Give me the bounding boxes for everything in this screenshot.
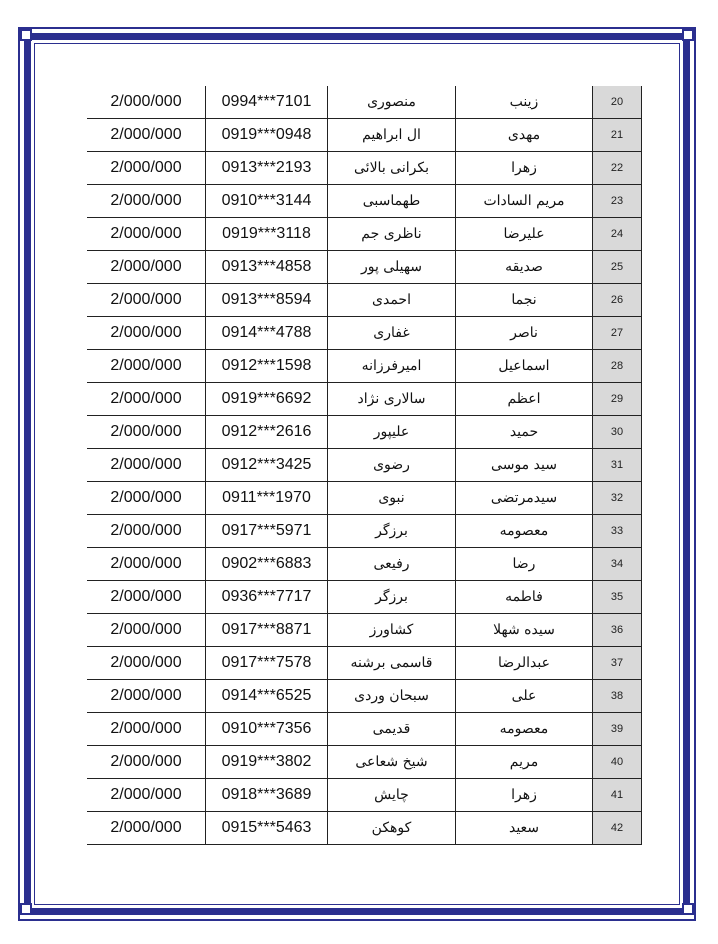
first-name-cell: مریم <box>456 746 593 779</box>
first-name-cell: سعید <box>456 812 593 845</box>
amount-cell: 2/000/000 <box>87 482 206 515</box>
phone-cell: 0919***3802 <box>206 746 328 779</box>
row-number-cell: 36 <box>593 614 642 647</box>
table-row <box>87 779 642 812</box>
first-name-cell: علیرضا <box>456 218 593 251</box>
table-row <box>87 284 642 317</box>
phone-cell: 0915***5463 <box>206 812 328 845</box>
corner-ornament <box>20 29 32 41</box>
first-name-cell: سید موسی <box>456 449 593 482</box>
amount-cell: 2/000/000 <box>87 680 206 713</box>
table-row <box>87 680 642 713</box>
first-name-cell: زینب <box>456 86 593 119</box>
last-name-cell: سبحان وردی <box>328 680 456 713</box>
row-number-cell: 20 <box>593 86 642 119</box>
amount-cell: 2/000/000 <box>87 218 206 251</box>
phone-cell: 0919***6692 <box>206 383 328 416</box>
last-name-cell: طهماسبی <box>328 185 456 218</box>
phone-cell: 0936***7717 <box>206 581 328 614</box>
table-row <box>87 152 642 185</box>
row-number-cell: 39 <box>593 713 642 746</box>
phone-cell: 0914***6525 <box>206 680 328 713</box>
row-number-cell: 30 <box>593 416 642 449</box>
table-row <box>87 350 642 383</box>
first-name-cell: معصومه <box>456 713 593 746</box>
last-name-cell: بکرانی بالائی <box>328 152 456 185</box>
phone-cell: 0917***7578 <box>206 647 328 680</box>
last-name-cell: امیرفرزانه <box>328 350 456 383</box>
row-number-cell: 28 <box>593 350 642 383</box>
first-name-cell: علی <box>456 680 593 713</box>
last-name-cell: رضوی <box>328 449 456 482</box>
last-name-cell: کوهکن <box>328 812 456 845</box>
amount-cell: 2/000/000 <box>87 251 206 284</box>
amount-cell: 2/000/000 <box>87 86 206 119</box>
last-name-cell: سالاری نژاد <box>328 383 456 416</box>
amount-cell: 2/000/000 <box>87 416 206 449</box>
row-number-cell: 26 <box>593 284 642 317</box>
table-row <box>87 119 642 152</box>
first-name-cell: رضا <box>456 548 593 581</box>
phone-cell: 0902***6883 <box>206 548 328 581</box>
row-number-cell: 29 <box>593 383 642 416</box>
amount-cell: 2/000/000 <box>87 284 206 317</box>
table-row <box>87 482 642 515</box>
table-row <box>87 746 642 779</box>
amount-cell: 2/000/000 <box>87 548 206 581</box>
phone-cell: 0911***1970 <box>206 482 328 515</box>
row-number-cell: 34 <box>593 548 642 581</box>
table-row <box>87 86 642 119</box>
table-row <box>87 647 642 680</box>
table-row <box>87 581 642 614</box>
amount-cell: 2/000/000 <box>87 515 206 548</box>
first-name-cell: سیدمرتضی <box>456 482 593 515</box>
first-name-cell: معصومه <box>456 515 593 548</box>
first-name-cell: زهرا <box>456 779 593 812</box>
corner-ornament <box>20 903 32 915</box>
first-name-cell: حمید <box>456 416 593 449</box>
phone-cell: 0910***3144 <box>206 185 328 218</box>
row-number-cell: 42 <box>593 812 642 845</box>
row-number-cell: 24 <box>593 218 642 251</box>
phone-cell: 0919***3118 <box>206 218 328 251</box>
amount-cell: 2/000/000 <box>87 647 206 680</box>
amount-cell: 2/000/000 <box>87 350 206 383</box>
first-name-cell: زهرا <box>456 152 593 185</box>
table-row <box>87 218 642 251</box>
row-number-cell: 27 <box>593 317 642 350</box>
last-name-cell: نبوی <box>328 482 456 515</box>
last-name-cell: احمدی <box>328 284 456 317</box>
table-body <box>87 86 642 845</box>
last-name-cell: شیخ شعاعی <box>328 746 456 779</box>
amount-cell: 2/000/000 <box>87 185 206 218</box>
row-number-cell: 23 <box>593 185 642 218</box>
row-number-cell: 40 <box>593 746 642 779</box>
first-name-cell: مهدی <box>456 119 593 152</box>
last-name-cell: قدیمی <box>328 713 456 746</box>
table-row <box>87 185 642 218</box>
phone-cell: 0994***7101 <box>206 86 328 119</box>
table-row <box>87 383 642 416</box>
first-name-cell: سیده شهلا <box>456 614 593 647</box>
phone-cell: 0913***8594 <box>206 284 328 317</box>
phone-cell: 0917***5971 <box>206 515 328 548</box>
row-number-cell: 31 <box>593 449 642 482</box>
first-name-cell: ناصر <box>456 317 593 350</box>
recipients-table <box>87 86 642 845</box>
phone-cell: 0910***7356 <box>206 713 328 746</box>
table-row <box>87 416 642 449</box>
phone-cell: 0919***0948 <box>206 119 328 152</box>
table-row <box>87 317 642 350</box>
row-number-cell: 41 <box>593 779 642 812</box>
phone-cell: 0912***1598 <box>206 350 328 383</box>
row-number-cell: 25 <box>593 251 642 284</box>
phone-cell: 0912***3425 <box>206 449 328 482</box>
first-name-cell: صدیقه <box>456 251 593 284</box>
phone-cell: 0913***4858 <box>206 251 328 284</box>
amount-cell: 2/000/000 <box>87 152 206 185</box>
table-row <box>87 449 642 482</box>
amount-cell: 2/000/000 <box>87 581 206 614</box>
amount-cell: 2/000/000 <box>87 119 206 152</box>
first-name-cell: نجما <box>456 284 593 317</box>
corner-ornament <box>682 903 694 915</box>
last-name-cell: ناظری جم <box>328 218 456 251</box>
amount-cell: 2/000/000 <box>87 317 206 350</box>
last-name-cell: رفیعی <box>328 548 456 581</box>
row-number-cell: 32 <box>593 482 642 515</box>
row-number-cell: 21 <box>593 119 642 152</box>
last-name-cell: برزگر <box>328 515 456 548</box>
first-name-cell: عبدالرضا <box>456 647 593 680</box>
amount-cell: 2/000/000 <box>87 713 206 746</box>
phone-cell: 0912***2616 <box>206 416 328 449</box>
phone-cell: 0918***3689 <box>206 779 328 812</box>
last-name-cell: برزگر <box>328 581 456 614</box>
amount-cell: 2/000/000 <box>87 449 206 482</box>
amount-cell: 2/000/000 <box>87 614 206 647</box>
first-name-cell: اعظم <box>456 383 593 416</box>
table-row <box>87 713 642 746</box>
table-row <box>87 614 642 647</box>
amount-cell: 2/000/000 <box>87 746 206 779</box>
last-name-cell: غفاری <box>328 317 456 350</box>
amount-cell: 2/000/000 <box>87 812 206 845</box>
last-name-cell: علیپور <box>328 416 456 449</box>
row-number-cell: 33 <box>593 515 642 548</box>
last-name-cell: قاسمی برشنه <box>328 647 456 680</box>
phone-cell: 0917***8871 <box>206 614 328 647</box>
table-row <box>87 812 642 845</box>
amount-cell: 2/000/000 <box>87 383 206 416</box>
row-number-cell: 22 <box>593 152 642 185</box>
amount-cell: 2/000/000 <box>87 779 206 812</box>
last-name-cell: سهیلی پور <box>328 251 456 284</box>
phone-cell: 0914***4788 <box>206 317 328 350</box>
table-row <box>87 548 642 581</box>
last-name-cell: منصوری <box>328 86 456 119</box>
row-number-cell: 37 <box>593 647 642 680</box>
first-name-cell: مریم السادات <box>456 185 593 218</box>
last-name-cell: ال ابراهیم <box>328 119 456 152</box>
last-name-cell: چایش <box>328 779 456 812</box>
corner-ornament <box>682 29 694 41</box>
row-number-cell: 38 <box>593 680 642 713</box>
first-name-cell: فاطمه <box>456 581 593 614</box>
row-number-cell: 35 <box>593 581 642 614</box>
first-name-cell: اسماعیل <box>456 350 593 383</box>
last-name-cell: کشاورز <box>328 614 456 647</box>
table-row <box>87 251 642 284</box>
table-row <box>87 515 642 548</box>
phone-cell: 0913***2193 <box>206 152 328 185</box>
